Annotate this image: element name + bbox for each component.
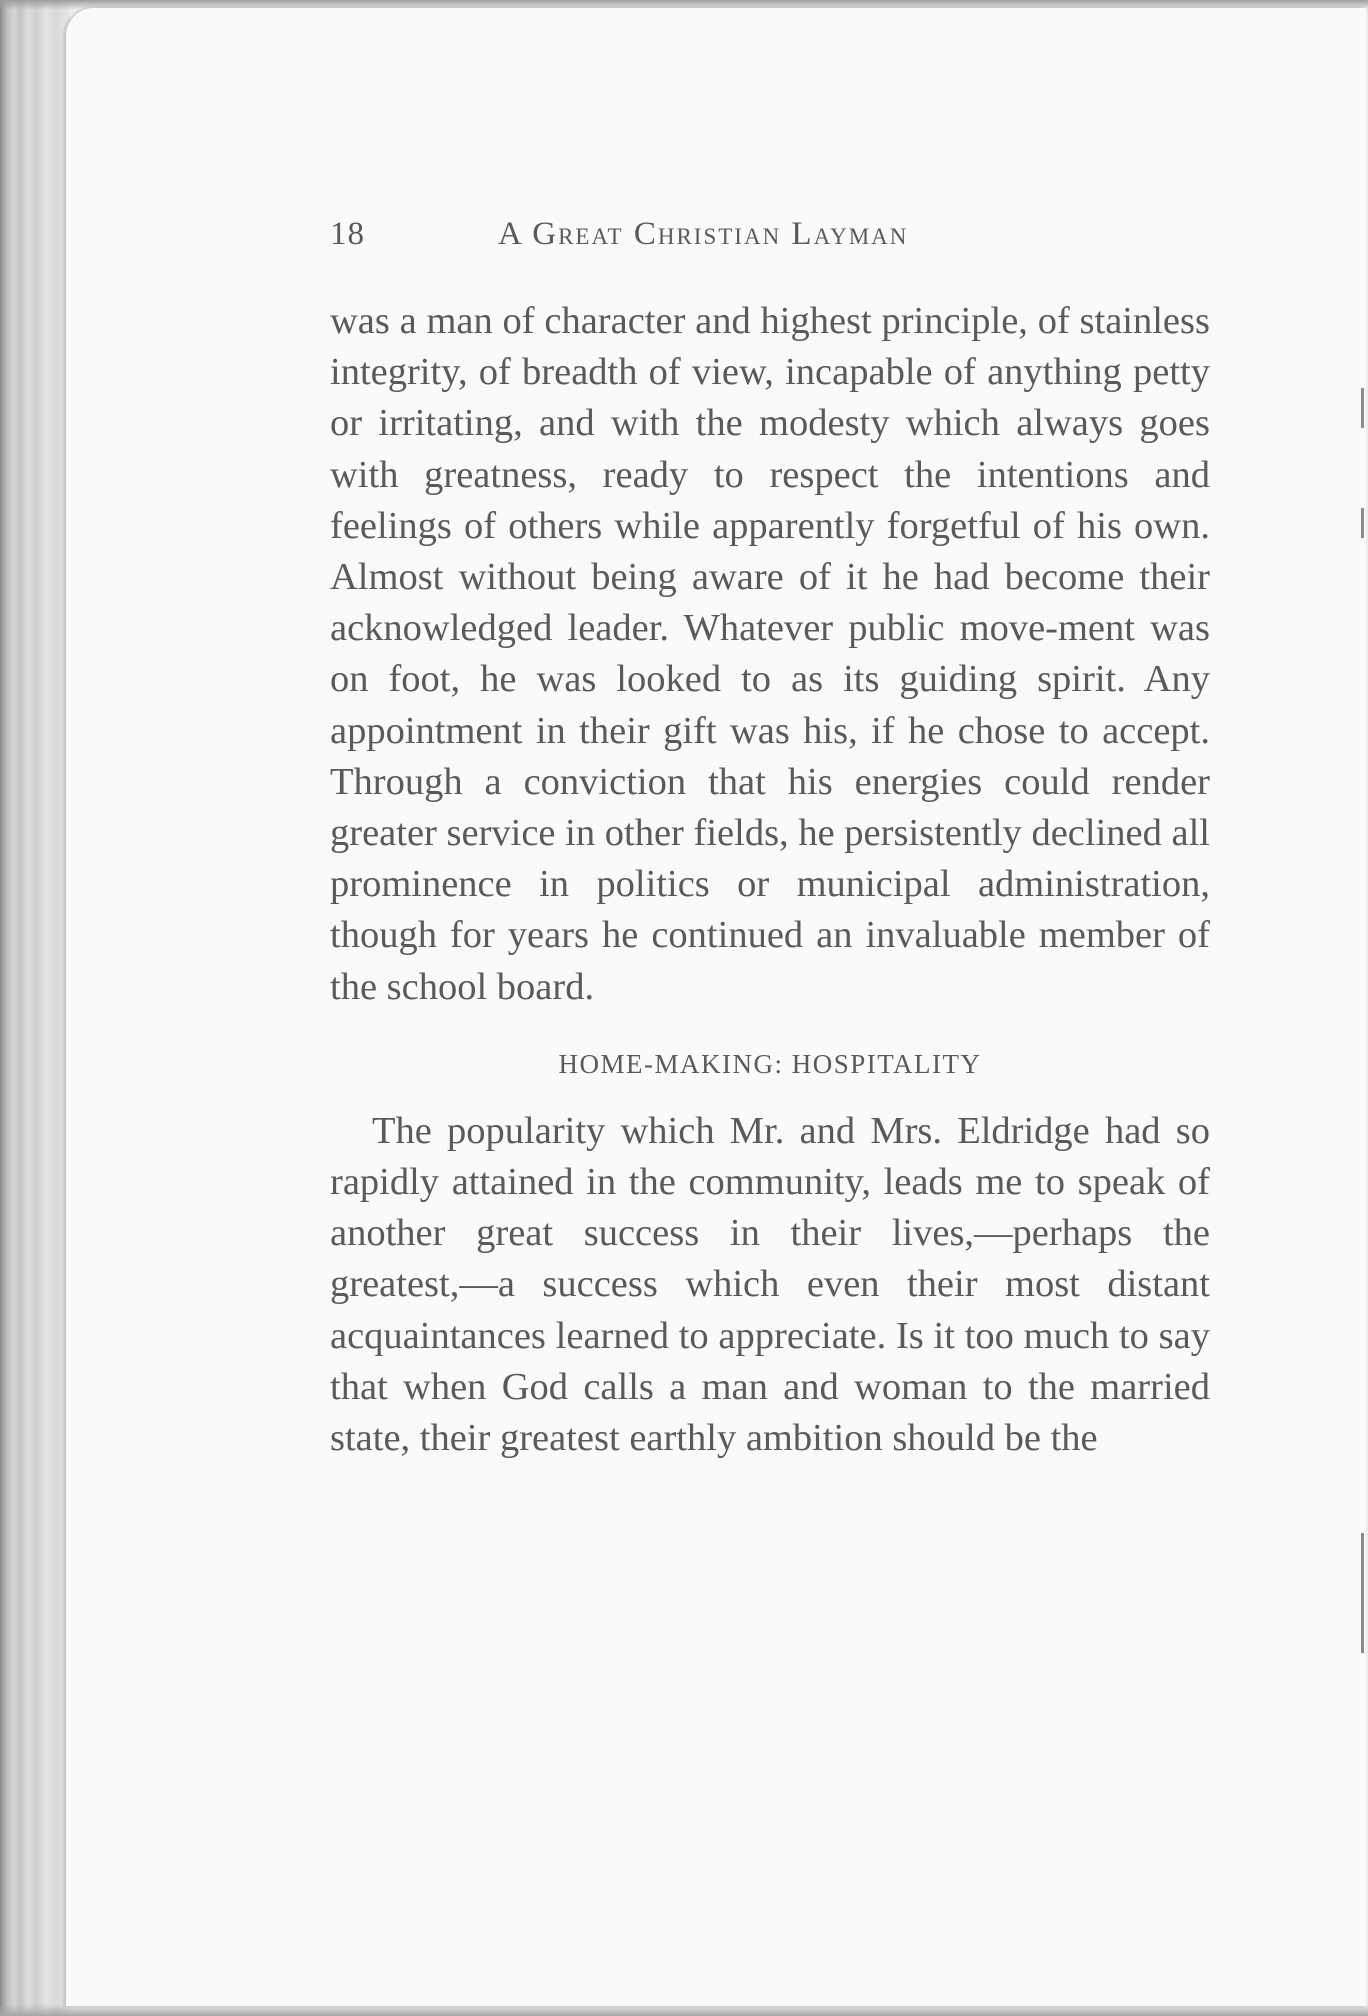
body-paragraph: was a man of character and highest principle, of stainless integrity, of breadth of view, incapable of anything petty or irritating, and with the modesty which always goes with greatness, ready to respect the intentions and feelings of others while apparently forgetful of his own. Almost without being aware of it he had become their acknowledged leader. Whatever public move-ment was on foot, he was looked to as its guiding spirit. Any appointment in their gift was his, if he chose to accept. Through a conviction that his energies could render greater service in other fields, he persistently declined all prominence in politics or municipal administration, though for years he continued an invaluable member of the school board. bbox=[330, 300, 1210, 1008]
running-title: A Great Christian Layman bbox=[498, 216, 909, 252]
running-head bbox=[330, 210, 1210, 262]
body-paragraph: The popularity which Mr. and Mrs. Eldridge had so rapidly attained in the community, leads me to speak of another great success in their lives,—perhaps the greatest,—a success which even their most distant acquaintances learned to appreciate. Is it too much to say that when God calls a man and woman to the married state, their greatest earthly ambition should be the bbox=[330, 1109, 1210, 1460]
right-edge-mark bbox=[1361, 508, 1364, 538]
right-edge-mark bbox=[1361, 1533, 1364, 1653]
right-edge-mark bbox=[1361, 388, 1364, 428]
section-heading: HOME-MAKING: HOSPITALITY bbox=[558, 1048, 982, 1079]
page-number: 18 bbox=[330, 216, 365, 252]
page-stack-edge bbox=[0, 0, 70, 2016]
text-block bbox=[330, 210, 1210, 1464]
